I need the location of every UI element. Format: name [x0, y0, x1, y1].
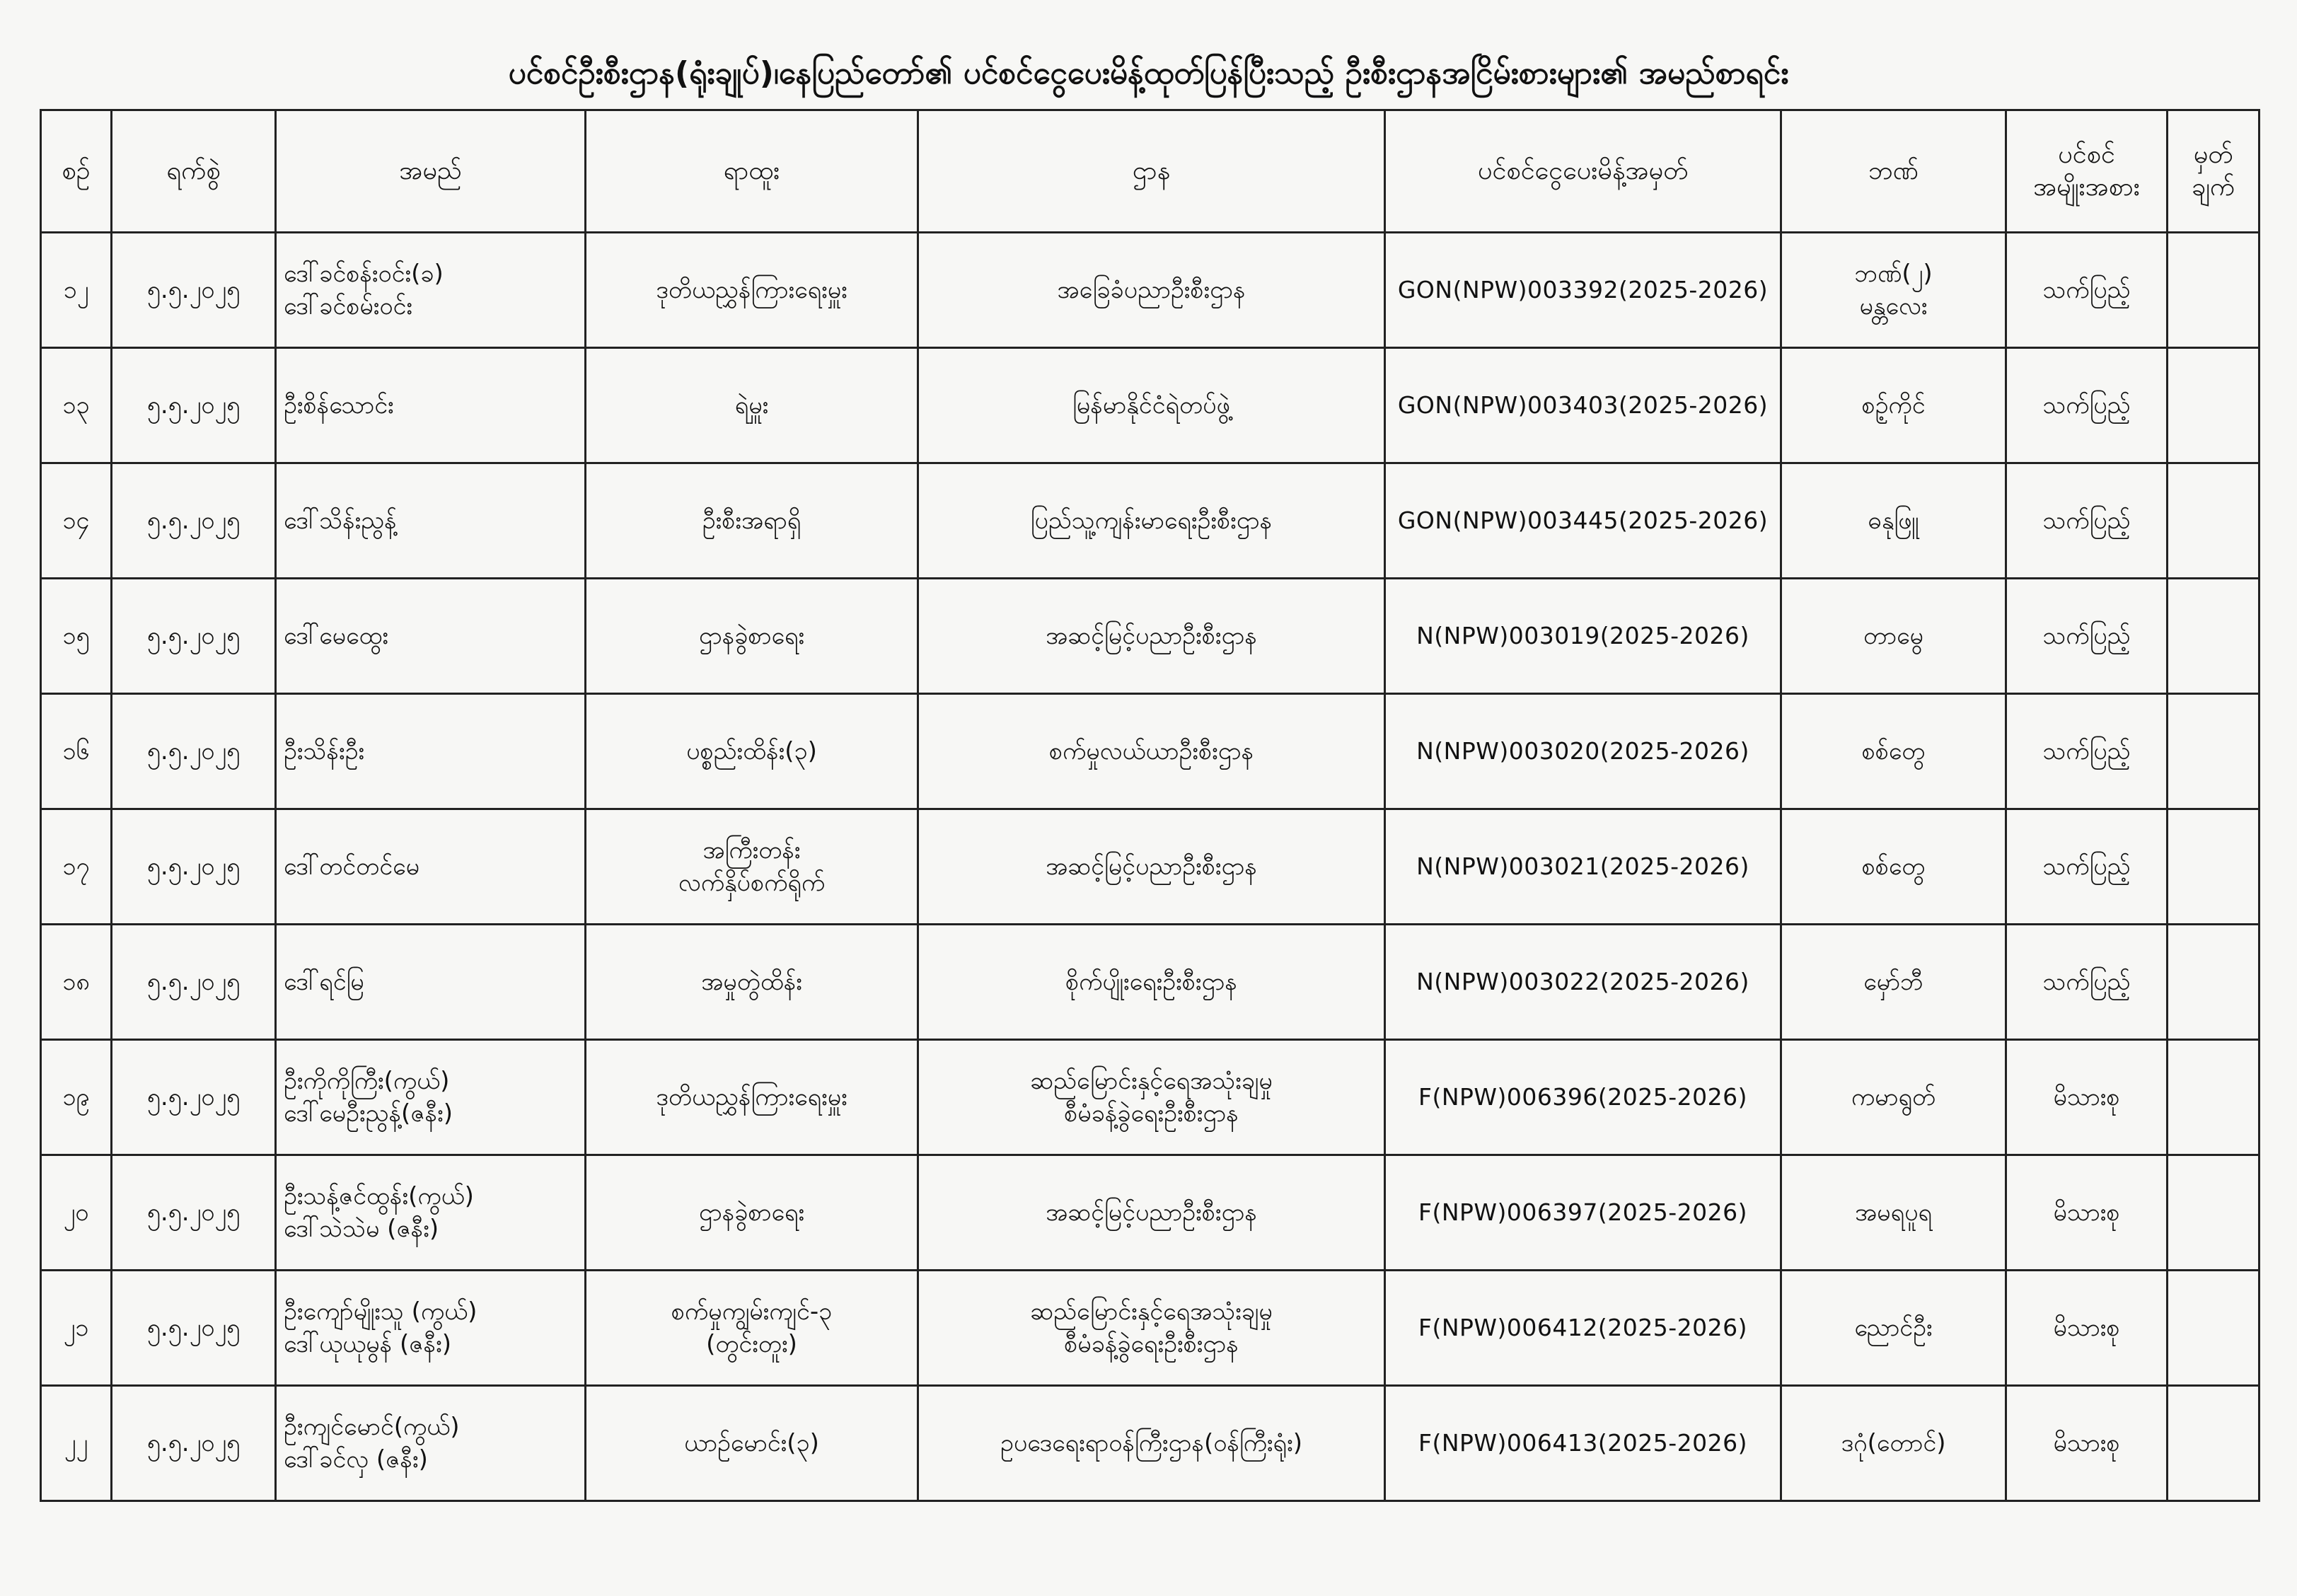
- cell-bank-line: စဥ့်ကိုင်: [1861, 391, 1926, 420]
- cell-position-line: ဦးစီးအရာရှိ: [702, 507, 802, 535]
- cell-name-line: ဒေါ်ခင်စန်းဝင်း(ခ): [284, 260, 444, 288]
- cell-name-line: ဒေါ်ခင်စမ်းဝင်း: [284, 292, 412, 320]
- cell-date: ၅.၅.၂၀၂၅: [112, 694, 276, 809]
- cell-position: [586, 463, 918, 579]
- header-pension-type: [2006, 110, 2168, 233]
- cell-department-line: စီမံခန့်ခွဲရေးဦးစီးဌာန: [1064, 1099, 1239, 1128]
- header-remark-line: မှတ်: [2193, 140, 2233, 169]
- cell-position-line: ဌာနခွဲစာရေး: [698, 622, 805, 650]
- cell-position-line: စက်မှုကျွမ်းကျင်-၃: [671, 1297, 833, 1326]
- cell-position-line: ဌာနခွဲစာရေး: [698, 1198, 805, 1227]
- cell-position: [586, 694, 918, 809]
- cell-position-line: ဒုတိယညွှန်ကြားရေးမှူး: [656, 1083, 847, 1111]
- table-row: [41, 463, 2260, 579]
- cell-order-no: N(NPW)003022(2025-2026): [1385, 925, 1781, 1040]
- header-department: ဌာန: [918, 110, 1385, 233]
- cell-department: [918, 925, 1385, 1040]
- cell-name: [276, 1386, 586, 1501]
- cell-remark: [2168, 1155, 2260, 1271]
- cell-remark: [2168, 1271, 2260, 1386]
- table-row: [41, 809, 2260, 925]
- table-row: [41, 579, 2260, 694]
- cell-position-line: အကြီးတန်း: [702, 836, 801, 865]
- cell-bank: [1781, 1386, 2006, 1501]
- table-row: [41, 694, 2260, 809]
- header-bank: ဘဏ်: [1781, 110, 2006, 233]
- cell-bank: [1781, 694, 2006, 809]
- cell-bank: [1781, 925, 2006, 1040]
- cell-order-no: F(NPW)006397(2025-2026): [1385, 1155, 1781, 1271]
- cell-position-line: ယာဉ်မောင်း(၃): [684, 1429, 819, 1457]
- cell-department-line: စီမံခန့်ခွဲရေးဦးစီးဌာန: [1064, 1330, 1239, 1358]
- cell-department-line: အဆင့်မြင့်ပညာဦးစီးဌာန: [1046, 852, 1257, 881]
- cell-sr: ၂၂: [41, 1386, 112, 1501]
- cell-name: [276, 348, 586, 463]
- page-title: ပင်စင်ဦးစီးဌာန(ရုံးချုပ်)၊နေပြည်တော်၏ ပင်စင်ငွေပေးမိန့်ထုတ်ပြန်ပြီးသည့် ဦးစီးဌာနအငြိမ်းစားများ၏ အမည်စာရင်း: [508, 55, 1789, 91]
- cell-remark: [2168, 925, 2260, 1040]
- cell-department: [918, 1155, 1385, 1271]
- cell-pension-type: မိသားစု: [2006, 1386, 2168, 1501]
- cell-bank-line: တာမွေ: [1863, 622, 1923, 650]
- cell-pension-type: မိသားစု: [2006, 1155, 2168, 1271]
- cell-sr: ၁၃: [41, 348, 112, 463]
- cell-remark: [2168, 809, 2260, 925]
- cell-bank-line: ကမာရွတ်: [1851, 1083, 1936, 1111]
- cell-sr: ၂၁: [41, 1271, 112, 1386]
- cell-bank: [1781, 809, 2006, 925]
- cell-department: [918, 694, 1385, 809]
- pension-list-table: [40, 109, 2260, 1502]
- cell-date: ၅.၅.၂၀၂၅: [112, 233, 276, 348]
- header-pension-type-line: အမျိုးအစား: [2033, 173, 2140, 202]
- cell-date: ၅.၅.၂၀၂၅: [112, 1271, 276, 1386]
- cell-name: [276, 463, 586, 579]
- cell-order-no: F(NPW)006412(2025-2026): [1385, 1271, 1781, 1386]
- cell-department: [918, 1040, 1385, 1155]
- cell-bank: [1781, 233, 2006, 348]
- cell-department: [918, 463, 1385, 579]
- cell-bank-line: ညောင်ဦး: [1854, 1314, 1933, 1342]
- table-row: [41, 1155, 2260, 1271]
- cell-position-line: ရဲမှူး: [734, 391, 769, 420]
- header-position: ရာထူး: [586, 110, 918, 233]
- cell-department-line: ဆည်မြောင်းနှင့်ရေအသုံးချမှု: [1030, 1297, 1273, 1326]
- table-row: [41, 925, 2260, 1040]
- cell-bank: [1781, 579, 2006, 694]
- cell-sr: ၁၅: [41, 579, 112, 694]
- cell-pension-type: သက်ပြည့်: [2006, 233, 2168, 348]
- cell-department-line: ဆည်မြောင်းနှင့်ရေအသုံးချမှု: [1030, 1067, 1273, 1095]
- cell-sr: ၂၀: [41, 1155, 112, 1271]
- cell-order-no: N(NPW)003019(2025-2026): [1385, 579, 1781, 694]
- cell-date: ၅.၅.၂၀၂၅: [112, 348, 276, 463]
- cell-remark: [2168, 1040, 2260, 1155]
- header-name: အမည်: [276, 110, 586, 233]
- cell-sr: ၁၂: [41, 233, 112, 348]
- table-row: [41, 1271, 2260, 1386]
- header-sr: စဉ်: [41, 110, 112, 233]
- header-pension-type-line: ပင်စင်: [2058, 140, 2115, 169]
- cell-date: ၅.၅.၂၀၂၅: [112, 1155, 276, 1271]
- cell-position: [586, 233, 918, 348]
- cell-name: [276, 1040, 586, 1155]
- cell-sr: ၁၈: [41, 925, 112, 1040]
- cell-department-line: အခြေခံပညာဦးစီးဌာန: [1057, 276, 1246, 304]
- cell-date: ၅.၅.၂၀၂၅: [112, 809, 276, 925]
- cell-order-no: F(NPW)006396(2025-2026): [1385, 1040, 1781, 1155]
- cell-bank-line: အမရပူရ: [1854, 1198, 1933, 1227]
- cell-name-line: ဒေါ်ခင်လှ (ဇနီး): [284, 1445, 428, 1474]
- cell-order-no: F(NPW)006413(2025-2026): [1385, 1386, 1781, 1501]
- cell-pension-type: သက်ပြည့်: [2006, 579, 2168, 694]
- cell-position: [586, 925, 918, 1040]
- cell-bank: [1781, 463, 2006, 579]
- header-order-no: ပင်စင်ငွေပေးမိန့်အမှတ်: [1385, 110, 1781, 233]
- cell-bank-line: မှော်ဘီ: [1863, 968, 1923, 996]
- cell-date: ၅.၅.၂၀၂၅: [112, 1040, 276, 1155]
- cell-department-line: အဆင့်မြင့်ပညာဦးစီးဌာန: [1046, 622, 1257, 650]
- cell-name: [276, 1271, 586, 1386]
- cell-name-line: ဦးသန့်ဇင်ထွန်း(ကွယ်): [284, 1182, 474, 1210]
- cell-department: [918, 579, 1385, 694]
- cell-name-line: ဒေါ်သိန်းညွန့်: [284, 507, 397, 535]
- cell-pension-type: မိသားစု: [2006, 1271, 2168, 1386]
- header-row: [41, 110, 2260, 233]
- cell-pension-type: သက်ပြည့်: [2006, 463, 2168, 579]
- cell-position: [586, 579, 918, 694]
- cell-remark: [2168, 233, 2260, 348]
- cell-sr: ၁၇: [41, 809, 112, 925]
- table-body: [41, 233, 2260, 1501]
- cell-name: [276, 809, 586, 925]
- cell-position-line: ဒုတိယညွှန်ကြားရေးမှူး: [656, 276, 847, 304]
- cell-position-line: အမှုတွဲထိန်း: [701, 968, 802, 996]
- cell-pension-type: သက်ပြည့်: [2006, 694, 2168, 809]
- cell-position: [586, 809, 918, 925]
- cell-name: [276, 925, 586, 1040]
- table-row: [41, 1386, 2260, 1501]
- cell-department: [918, 1386, 1385, 1501]
- cell-name-line: ဒေါ်မေထွေး: [284, 622, 389, 650]
- cell-department-line: ပြည်သူ့ကျန်းမာရေးဦးစီးဌာန: [1030, 507, 1273, 535]
- cell-sr: ၁၄: [41, 463, 112, 579]
- cell-name-line: ဒေါ်မေဦးညွန့်(ဇနီး): [284, 1099, 453, 1128]
- header-remark-line: ချက်: [2191, 173, 2235, 202]
- cell-position: [586, 1040, 918, 1155]
- cell-remark: [2168, 348, 2260, 463]
- cell-name: [276, 694, 586, 809]
- cell-bank-line: ဓနုဖြူ: [1868, 507, 1919, 535]
- cell-name-line: ဦးကိုကိုကြီး(ကွယ်): [284, 1067, 450, 1095]
- cell-sr: ၁၆: [41, 694, 112, 809]
- cell-position: [586, 1271, 918, 1386]
- cell-bank: [1781, 1271, 2006, 1386]
- cell-department: [918, 233, 1385, 348]
- cell-pension-type: သက်ပြည့်: [2006, 348, 2168, 463]
- cell-date: ၅.၅.၂၀၂၅: [112, 579, 276, 694]
- cell-name-line: ဒေါ်ရင်မြ: [284, 968, 364, 996]
- cell-remark: [2168, 1386, 2260, 1501]
- cell-name-line: ဦးကျော်မျိုးသူ (ကွယ်): [284, 1297, 478, 1326]
- header-date: ရက်စွဲ: [112, 110, 276, 233]
- cell-order-no: GON(NPW)003392(2025-2026): [1385, 233, 1781, 348]
- table-row: [41, 1040, 2260, 1155]
- cell-bank: [1781, 1155, 2006, 1271]
- cell-department-line: အဆင့်မြင့်ပညာဦးစီးဌာန: [1046, 1198, 1257, 1227]
- cell-position-line: (တွင်းတူး): [706, 1330, 797, 1358]
- cell-bank-line: စစ်တွေ: [1861, 852, 1926, 881]
- header-remark: [2168, 110, 2260, 233]
- cell-pension-type: သက်ပြည့်: [2006, 809, 2168, 925]
- cell-date: ၅.၅.၂၀၂၅: [112, 463, 276, 579]
- cell-position-line: လက်နှိပ်စက်ရိုက်: [678, 869, 826, 897]
- cell-order-no: N(NPW)003020(2025-2026): [1385, 694, 1781, 809]
- cell-position: [586, 348, 918, 463]
- cell-pension-type: သက်ပြည့်: [2006, 925, 2168, 1040]
- cell-remark: [2168, 463, 2260, 579]
- cell-name: [276, 579, 586, 694]
- cell-department-line: မြန်မာနိုင်ငံရဲတပ်ဖွဲ့: [1072, 391, 1230, 420]
- cell-order-no: GON(NPW)003445(2025-2026): [1385, 463, 1781, 579]
- cell-department-line: စက်မှုလယ်ယာဦးစီးဌာန: [1048, 737, 1254, 765]
- cell-order-no: GON(NPW)003403(2025-2026): [1385, 348, 1781, 463]
- cell-department-line: ဥပဒေရေးရာဝန်ကြီးဌာန(ဝန်ကြီးရုံး): [1000, 1429, 1302, 1457]
- cell-name: [276, 233, 586, 348]
- pension-list-table-wrapper: [40, 109, 2258, 1502]
- cell-sr: ၁၉: [41, 1040, 112, 1155]
- cell-bank-line: ဒဂုံ(တောင်): [1841, 1429, 1946, 1457]
- cell-department: [918, 1271, 1385, 1386]
- cell-name-line: ဒေါ်ယုယုမွန် (ဇနီး): [284, 1330, 452, 1358]
- cell-position-line: ပစ္စည်းထိန်း(၃): [686, 737, 817, 765]
- cell-pension-type: မိသားစု: [2006, 1040, 2168, 1155]
- cell-name-line: ဦးစိန်သောင်း: [284, 391, 394, 420]
- cell-bank-line: ဘဏ်(၂): [1854, 260, 1933, 288]
- cell-name: [276, 1155, 586, 1271]
- cell-bank: [1781, 348, 2006, 463]
- cell-name-line: ဦးသိန်းဦး: [284, 737, 365, 765]
- cell-remark: [2168, 694, 2260, 809]
- cell-department-line: စိုက်ပျိုးရေးဦးစီးဌာန: [1065, 968, 1237, 996]
- cell-bank: [1781, 1040, 2006, 1155]
- table-row: [41, 233, 2260, 348]
- cell-department: [918, 348, 1385, 463]
- cell-date: ၅.၅.၂၀၂၅: [112, 1386, 276, 1501]
- cell-position: [586, 1155, 918, 1271]
- cell-date: ၅.၅.၂၀၂၅: [112, 925, 276, 1040]
- cell-department: [918, 809, 1385, 925]
- cell-name-line: ဒေါ်သဲသဲမ (ဇနီး): [284, 1215, 439, 1243]
- cell-name-line: ဒေါ်တင်တင်မေ: [284, 852, 420, 881]
- cell-order-no: N(NPW)003021(2025-2026): [1385, 809, 1781, 925]
- cell-position: [586, 1386, 918, 1501]
- table-row: [41, 348, 2260, 463]
- cell-bank-line: မန္တလေး: [1859, 292, 1928, 320]
- cell-remark: [2168, 579, 2260, 694]
- cell-bank-line: စစ်တွေ: [1861, 737, 1926, 765]
- cell-name-line: ဦးကျင်မောင်(ကွယ်): [284, 1413, 460, 1441]
